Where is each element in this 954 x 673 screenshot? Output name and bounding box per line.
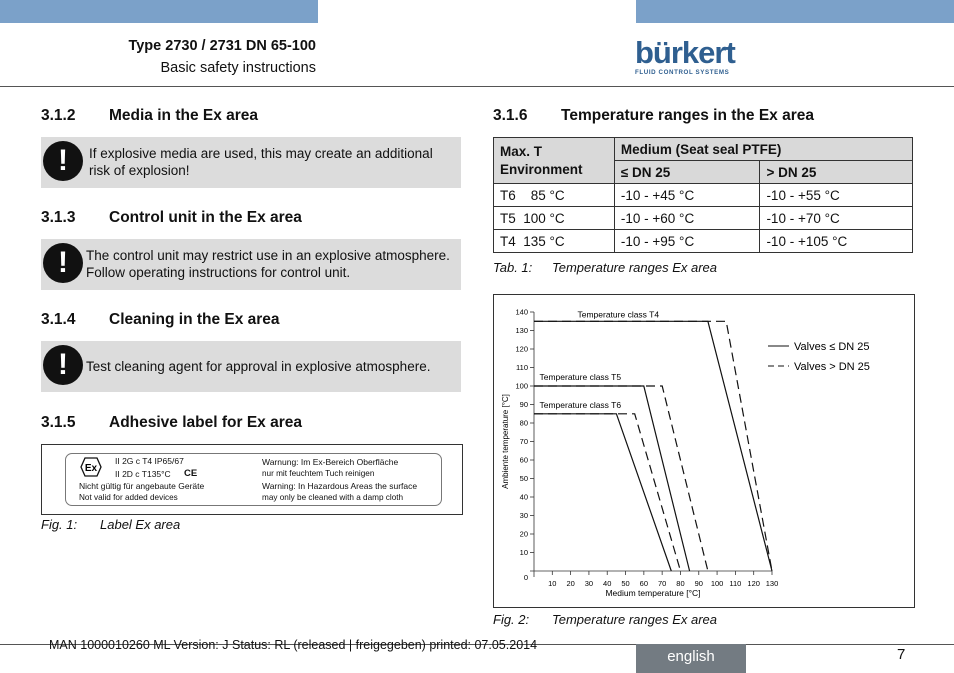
x-tick-label: 20 [566, 579, 575, 588]
table-header-medium: Medium (Seat seal PTFE) [614, 138, 912, 161]
page-number: 7 [897, 646, 906, 663]
y-tick-label: 90 [519, 400, 528, 409]
ex-label [65, 453, 442, 506]
x-tick-label: 130 [765, 579, 779, 588]
ex-hexagon-icon [80, 457, 102, 477]
x-tick-label: 120 [747, 579, 760, 588]
y-tick-label: 100 [515, 381, 528, 391]
table-row [494, 184, 913, 207]
ex-label-line: Warning: In Hazardous Areas the surface [262, 481, 418, 491]
y-tick-label: 80 [519, 418, 528, 428]
x-tick-label: 10 [548, 579, 557, 588]
table-cell: T4 135 °C [494, 230, 615, 253]
figure-1-caption: Fig. 1: Label Ex area [41, 517, 181, 532]
legend-entry: Valves ≤ DN 25 [794, 341, 870, 353]
table-cell: -10 - +45 °C [614, 184, 760, 207]
table-row [494, 230, 913, 253]
footer-doc-info: MAN 1000010260 ML Version: J Status: RL (released | freigegeben) printed: 07.05.2014 [49, 638, 538, 652]
series-line-t4-solid [534, 321, 772, 571]
language-badge: english [636, 644, 746, 673]
x-tick-label: 40 [603, 579, 612, 588]
temperature-chart [494, 295, 914, 607]
y-tick-label: 120 [515, 344, 528, 354]
y-tick-label: 140 [515, 307, 528, 317]
x-axis-label: Medium temperature [°C] [605, 588, 701, 598]
ex-label-line: nur mit feuchtem Tuch reinigen [262, 469, 375, 478]
y-tick-label: 60 [519, 455, 528, 465]
ex-label-line: II 2D c T135°C [115, 469, 171, 479]
warning-text-line: Test cleaning agent for approval in explosive atmosphere. [86, 359, 431, 374]
table-cell: -10 - +95 °C [614, 230, 760, 253]
heading-3-1-6: 3.1.6 Temperature ranges in the Ex area [493, 107, 814, 124]
warning-box-control-unit [41, 239, 461, 290]
table-cell: T6 85 °C [494, 184, 615, 207]
warning-text-line: Follow operating instructions for control unit. [86, 265, 351, 280]
ex-label-line: II 2G c T4 IP65/67 [115, 456, 184, 466]
x-tick-label: 50 [621, 579, 630, 588]
table-cell: -10 - +105 °C [760, 230, 913, 253]
ex-label-line: may only be cleaned with a damp cloth [262, 493, 404, 502]
y-tick-label: 40 [519, 492, 528, 502]
temperature-chart-frame [493, 294, 915, 608]
y-tick-label: 20 [519, 529, 528, 539]
y-tick-label: 130 [515, 326, 528, 335]
series-line-t6-dashed [534, 414, 681, 571]
ex-label-line: Warnung: Im Ex-Bereich Oberfläche [262, 457, 399, 467]
header-divider [0, 86, 954, 87]
warning-text-line: If explosive media are used, this may create an additional [89, 146, 433, 161]
y-tick-label: 30 [519, 511, 528, 520]
y-tick-label: 70 [519, 437, 528, 446]
warning-text-line: risk of explosion! [89, 163, 190, 178]
heading-3-1-2: 3.1.2 Media in the Ex area [41, 107, 259, 124]
ce-mark-icon: CE [184, 468, 198, 479]
ex-label-figure [41, 444, 463, 515]
table-header-dn25-gt: > DN 25 [760, 161, 913, 184]
table-header-max-t: Max. T Environment [494, 138, 615, 184]
y-tick-label: 10 [519, 548, 528, 557]
table-1-caption: Tab. 1: Temperature ranges Ex area [493, 260, 718, 275]
temperature-table [493, 137, 913, 253]
header-bar-left [0, 0, 318, 23]
x-tick-label: 30 [584, 579, 594, 588]
temperature-class-label: Temperature class T5 [539, 372, 622, 382]
temperature-class-label: Temperature class T4 [577, 309, 660, 320]
document-subtitle: Basic safety instructions [160, 60, 316, 76]
x-tick-label: 0 [523, 573, 529, 582]
x-tick-label: 90 [694, 579, 703, 588]
y-axis-label: Ambiente temperature [°C] [501, 394, 510, 489]
header-bar-right [636, 0, 954, 23]
table-row [494, 207, 913, 230]
table-cell: T5 100 °C [494, 207, 615, 230]
figure-2-caption: Fig. 2: Temperature ranges Ex area [493, 612, 718, 627]
x-tick-label: 70 [657, 579, 667, 588]
ex-label-line: Not valid for added devices [79, 493, 178, 502]
warning-box-cleaning [41, 341, 461, 392]
x-tick-label: 110 [729, 579, 742, 588]
x-tick-label: 80 [676, 579, 685, 588]
series-line-t6-solid [534, 414, 671, 571]
table-header-dn25-le: ≤ DN 25 [614, 161, 760, 184]
warning-text-line: The control unit may restrict use in an explosive atmosphere. [86, 248, 450, 263]
table-cell: -10 - +60 °C [614, 207, 760, 230]
heading-3-1-4: 3.1.4 Cleaning in the Ex area [41, 311, 280, 328]
exclamation-icon: ! [43, 345, 83, 385]
table-cell: -10 - +70 °C [760, 207, 913, 230]
temperature-class-label: Temperature class T6 [539, 399, 622, 410]
warning-box-media [41, 137, 461, 188]
exclamation-icon: ! [43, 141, 83, 181]
x-tick-label: 60 [639, 579, 649, 588]
heading-3-1-5: 3.1.5 Adhesive label for Ex area [41, 414, 302, 431]
y-tick-label: 110 [516, 363, 528, 372]
series-line-t4-dashed [534, 321, 772, 571]
logo-wordmark: bürkert [635, 35, 735, 70]
ex-symbol-text: Ex [84, 463, 98, 474]
burkert-logo [635, 35, 735, 76]
table-cell: -10 - +55 °C [760, 184, 913, 207]
legend-entry: Valves > DN 25 [794, 361, 870, 373]
ex-label-line: Nicht gültig für angebaute Geräte [79, 481, 205, 491]
logo-tagline: FLUID CONTROL SYSTEMS [635, 69, 730, 76]
y-tick-label: 50 [519, 474, 528, 483]
heading-3-1-3: 3.1.3 Control unit in the Ex area [41, 209, 302, 226]
exclamation-icon: ! [43, 243, 83, 283]
document-type-title: Type 2730 / 2731 DN 65-100 [128, 38, 316, 54]
x-tick-label: 100 [710, 579, 724, 588]
